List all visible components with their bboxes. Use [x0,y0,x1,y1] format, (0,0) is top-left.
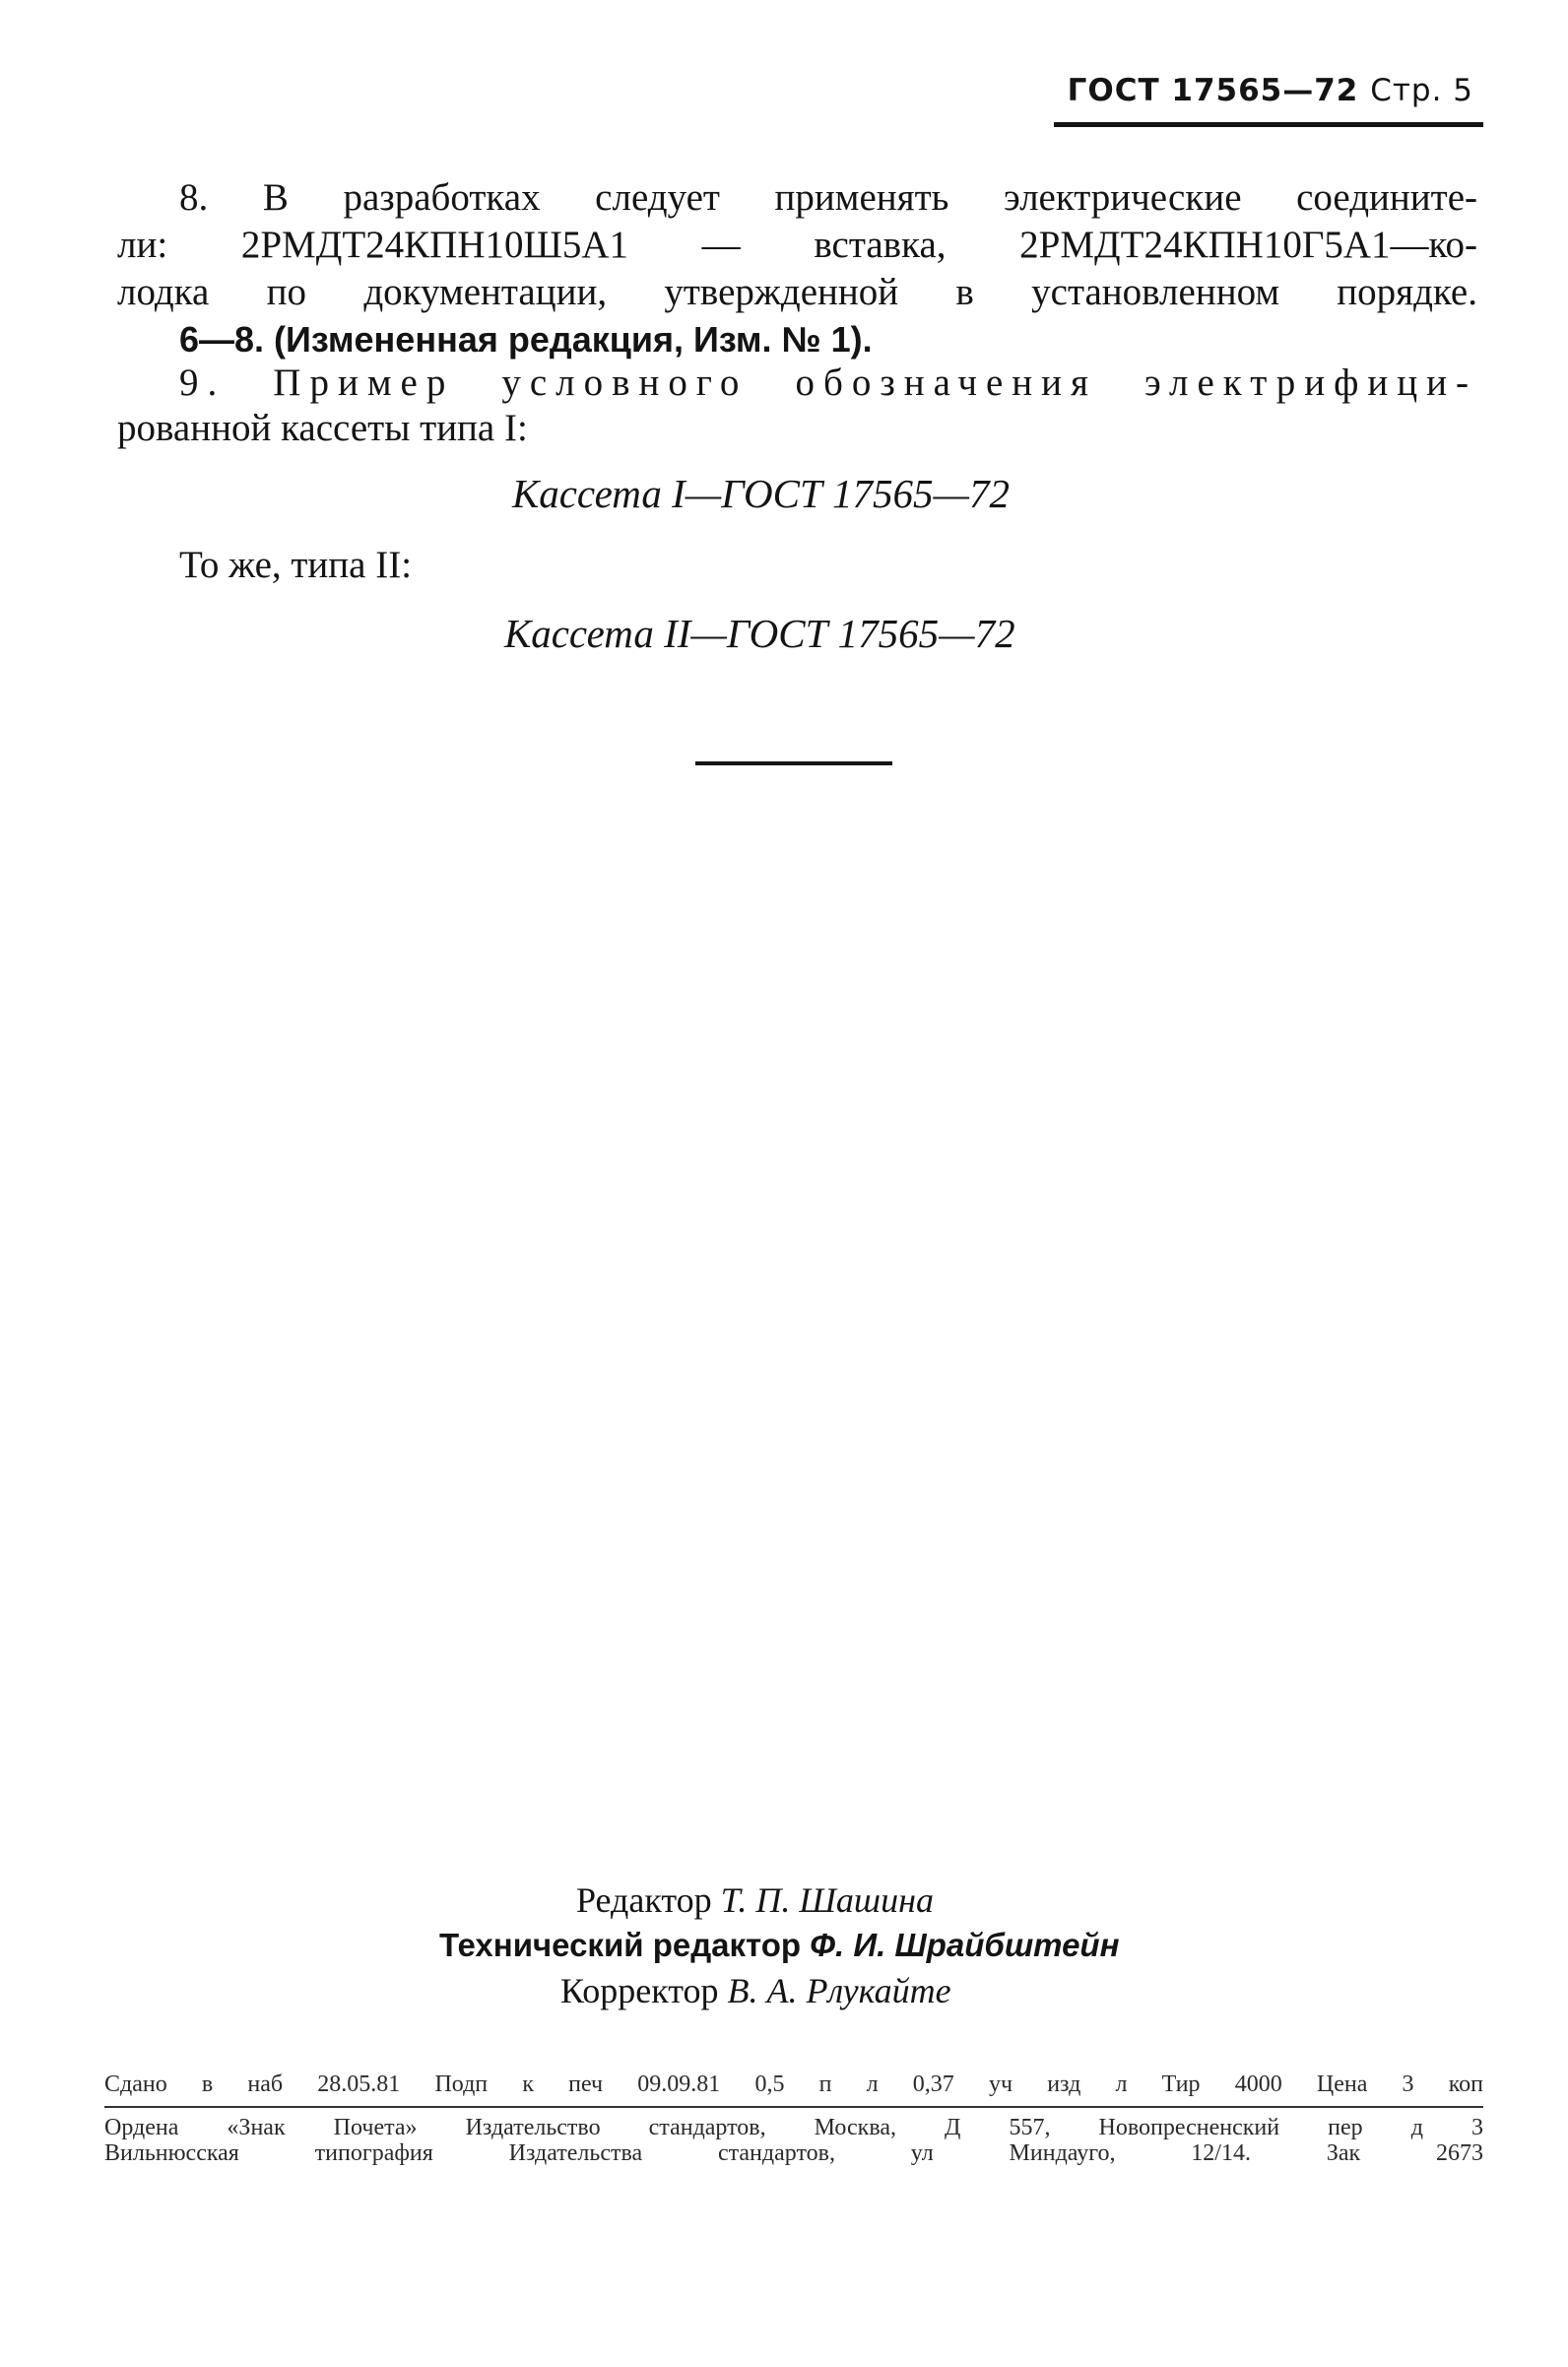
tech-editor-credit [439,1925,1120,1966]
tech-editor-label: Технический редактор [439,1927,802,1963]
standard-number: ГОСТ 17565—72 [1067,73,1359,108]
tech-editor-name: Ф. И. Шрайбштейн [810,1927,1120,1963]
item-8-line-1: 8. В разработках следует применять электрические соедините- [179,176,1477,219]
page-number: Стр. 5 [1370,73,1473,108]
section-divider [695,761,892,765]
change-note: 6—8. (Измененная редакция, Изм. № 1). [179,319,873,360]
corrector-credit [560,1970,951,2011]
editor-credit [576,1879,934,1921]
imprint-printing-house: Вильнюсская типография Издательства стандартов, ул Миндауго, 12/14. Зак 2673 [104,2140,1483,2166]
item-9-line-2: рованной кассеты типа I: [117,407,528,449]
designation-type-2: Кассета II—ГОСТ 17565—72 [504,611,1015,656]
item-8-line-2: ли: 2РМДТ24КПН10Ш5А1 — вставка, 2РМДТ24КПН10Г5А1—ко- [117,224,1477,266]
running-header [1068,73,1473,108]
same-type-2-label: То же, типа II: [179,544,413,586]
imprint-publisher: Ордена «Знак Почета» Издательство стандартов, Москва, Д 557, Новопресненский пер д 3 [104,2115,1483,2140]
item-9-line-1: 9. Пример условного обозначения электрифици- [179,362,1477,404]
corrector-label: Корректор [560,1971,719,2010]
item-8-line-3: лодка по документации, утвержденной в установленном порядке. [117,271,1477,313]
editor-label: Редактор [576,1880,712,1920]
header-rule [1054,122,1483,127]
imprint-rule [104,2106,1483,2108]
designation-type-1: Кассета I—ГОСТ 17565—72 [512,471,1010,516]
corrector-name: В. А. Рлукайте [727,1971,951,2010]
editor-name: Т. П. Шашина [720,1880,934,1920]
imprint-print-data: Сдано в наб 28.05.81 Подп к печ 09.09.81 0,5 п л 0,37 уч изд л Тир 4000 Цена 3 коп [104,2071,1483,2097]
